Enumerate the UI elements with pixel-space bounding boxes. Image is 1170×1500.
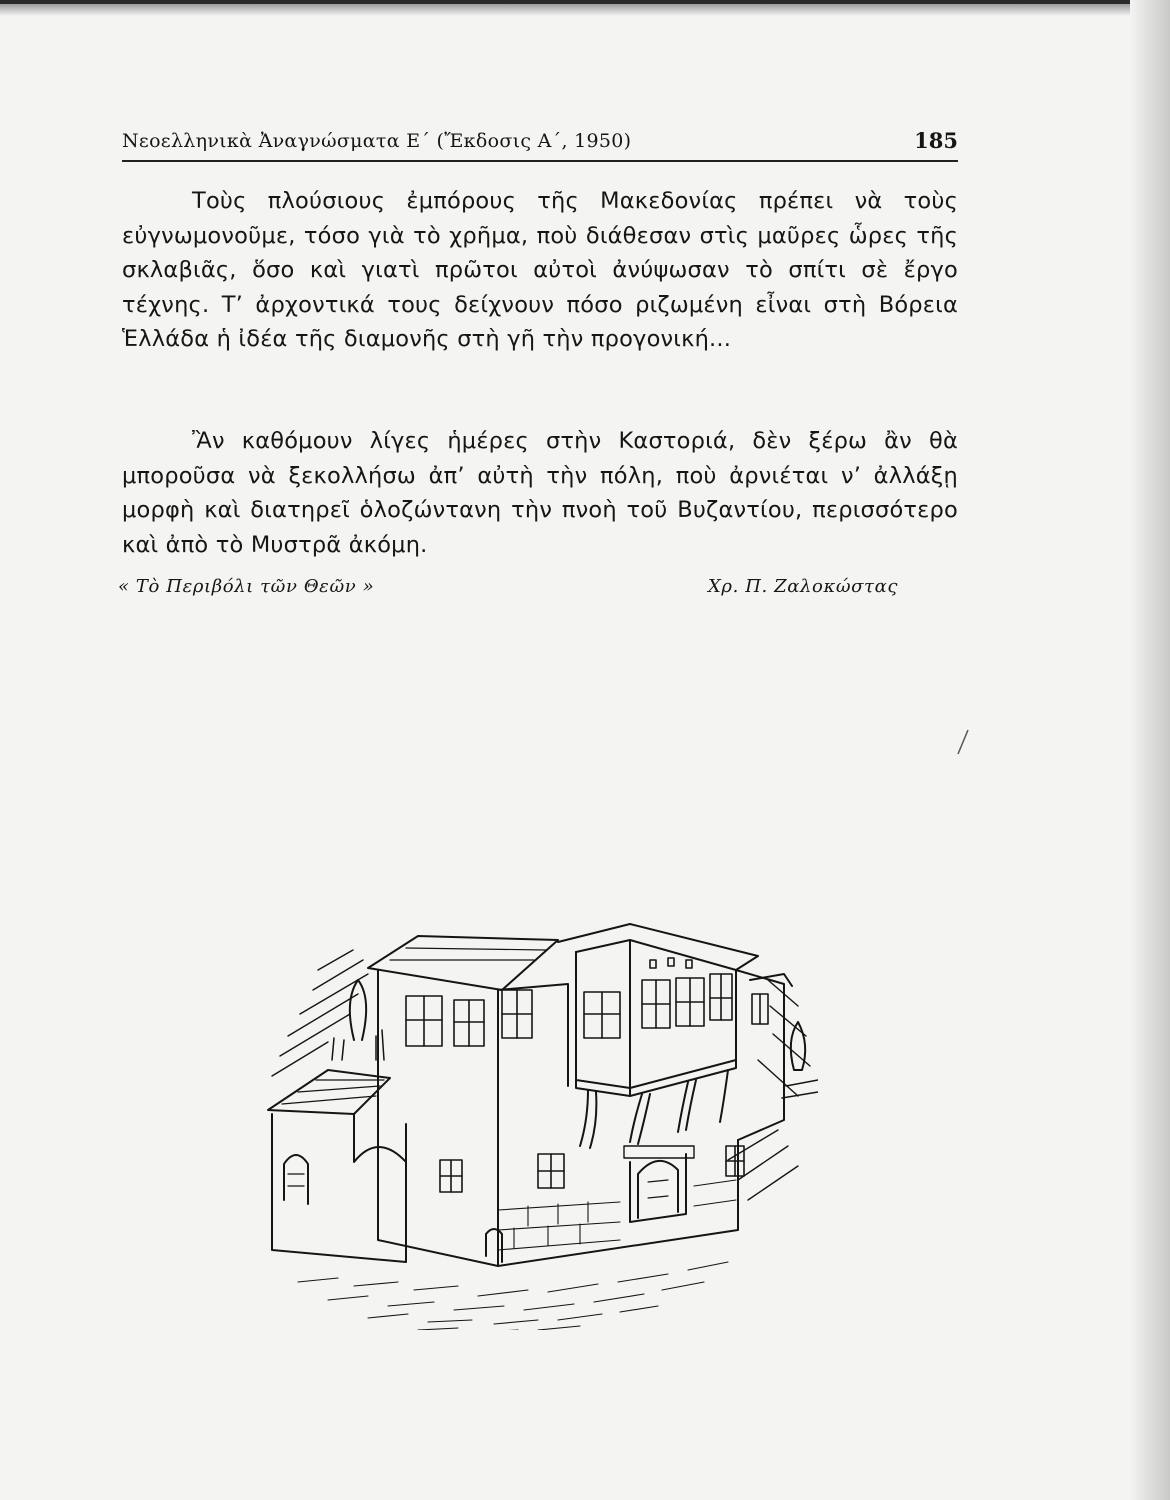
main-wall-left (378, 970, 498, 1266)
tree-left (350, 980, 366, 1040)
hatching (272, 950, 810, 1200)
stonework (498, 1180, 736, 1250)
mansion-drawing-icon (258, 910, 818, 1330)
upper-windows (406, 958, 768, 1046)
running-head: Νεοελληνικὰ Ἀναγνώσματα Ε΄ (Ἔκδοσις Α΄, 1950) (122, 130, 632, 152)
page-header (122, 124, 958, 162)
page-top-edge (0, 0, 1170, 16)
annex-wall (272, 1114, 406, 1262)
bollard (486, 1229, 502, 1262)
author-name: Χρ. Π. Ζαλοκώστας (708, 576, 899, 597)
paragraph-2: Ἂν καθόμουν λίγες ἡμέρες στὴν Καστοριά, δὲν ξέρω ἂν θὰ μποροῦσα νὰ ξεκολλήσω ἀπ’ αὐτὴ τὴν πόλη, ποὺ ἀρνιέται ν’ ἀλλάξῃ μορφὴ καὶ διατηρεῖ ὁλοζώντανη τὴν πνοὴ τοῦ Βυζαντίου, περισσότερο καὶ ἀπὸ τὸ Μυστρᾶ ἀκόμη. (122, 428, 958, 558)
main-roof (368, 936, 558, 990)
arched-door (624, 1146, 694, 1222)
upper-roof (558, 924, 758, 970)
cobblestones (298, 1262, 728, 1330)
page-mark-icon (952, 728, 972, 758)
page-right-edge (1130, 0, 1170, 1500)
paragraph-1: Τοὺς πλούσιους ἐμπόρους τῆς Μακεδονίας πρέπει νὰ τοὺς εὐγνωμονοῦμε, τόσο γιὰ τὸ χρῆμα, ποὺ διάθεσαν στὶς μαῦρες ὧρες τῆς σκλαβιᾶς, ὅσο καὶ γιατὶ πρῶτοι αὐτοὶ ἀνύψωσαν τὸ σπίτι σὲ ἔργο τέχνης. Τ’ ἀρχοντικά τους δείχνουν πόσο ριζωμένη εἶναι στὴ Βόρεια Ἑλλάδα ἡ ἰδέα τῆς διαμονῆς στὴ γῆ τὴν προγονική... (122, 188, 958, 352)
page-number: 185 (914, 128, 958, 153)
source-title: « Τὸ Περιβόλι τῶν Θεῶν » (118, 576, 375, 597)
annex-roof (268, 1070, 390, 1114)
